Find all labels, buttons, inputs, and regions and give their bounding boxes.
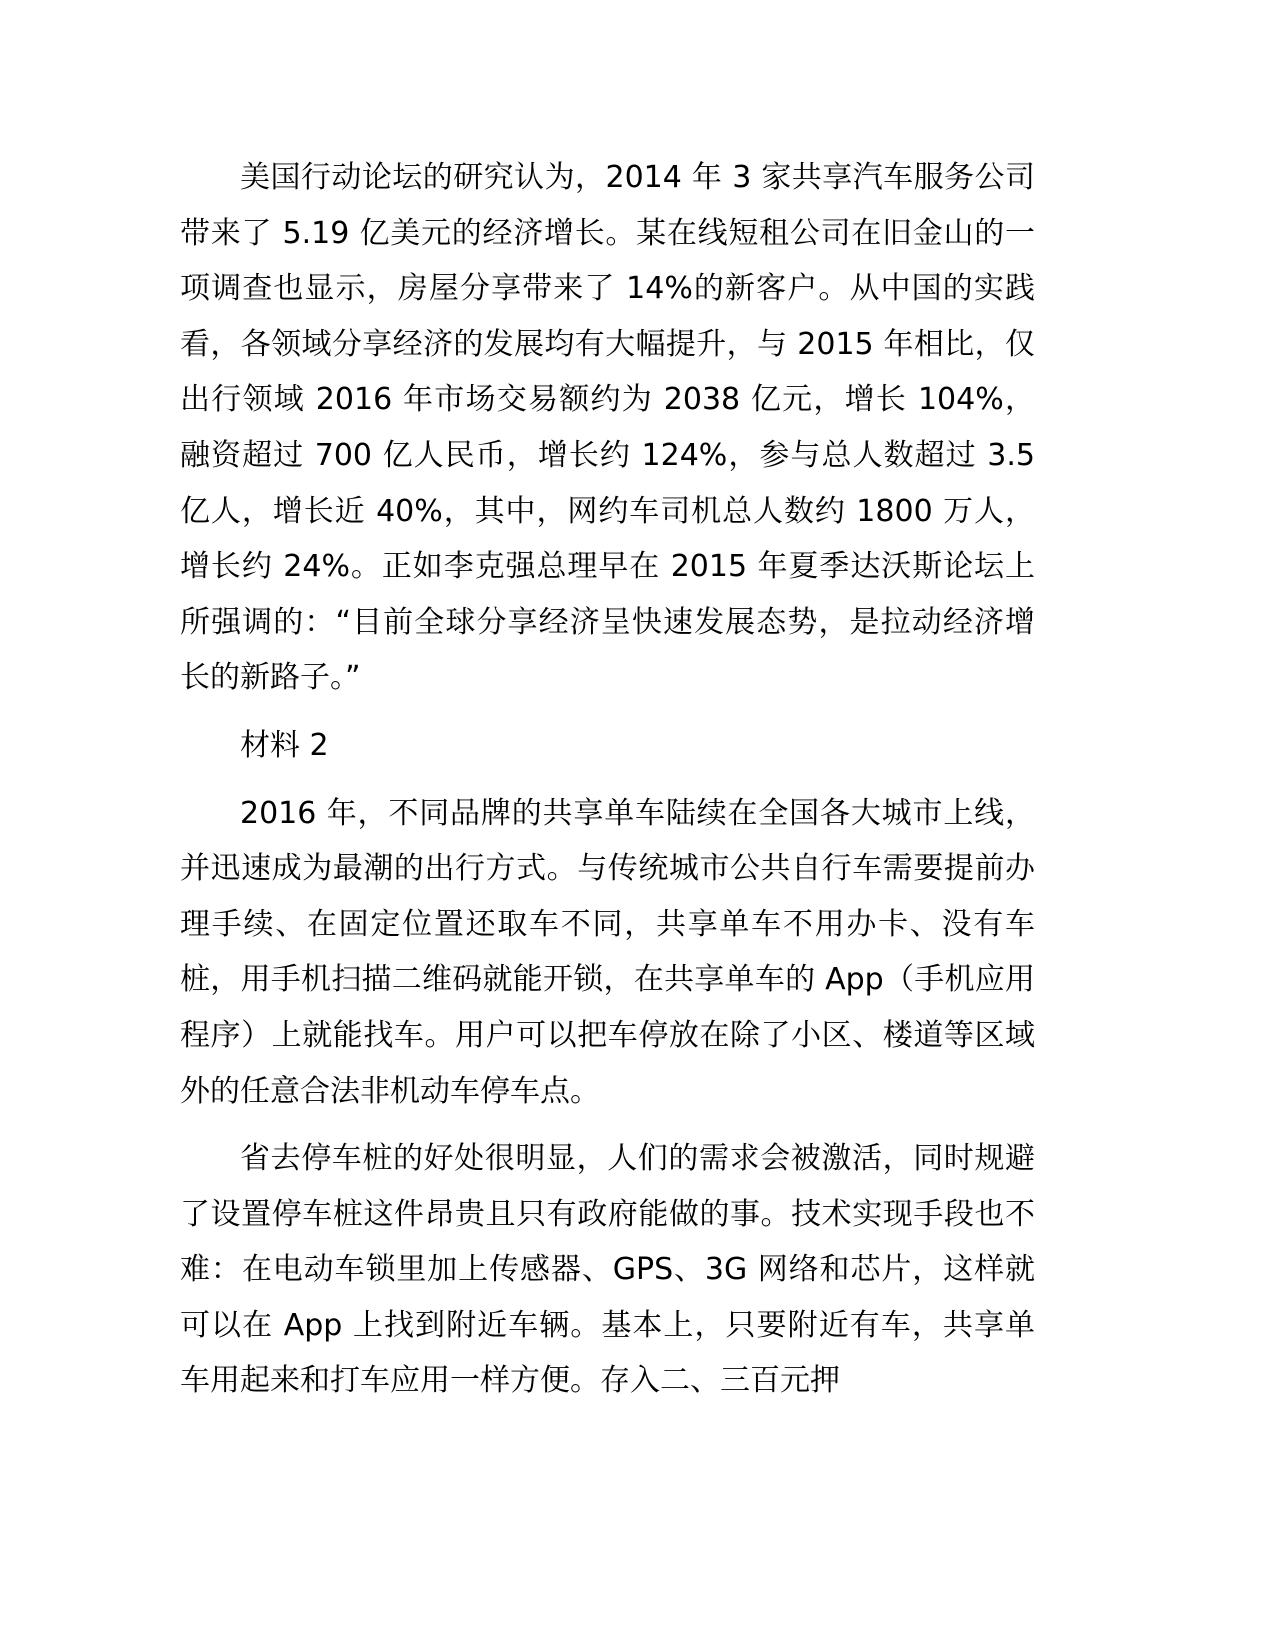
paragraph-sharing-economy-stats: 美国行动论坛的研究认为，2014 年 3 家共享汽车服务公司带来了 5.19 亿美元的经济增长。某在线短租公司在旧金山的一项调查也显示，房屋分享带来了 14%的新客户。从中国的实践看，各领域分享经济的发展均有大幅提升，与 2015 年相比，仅出行领域 2016 年市场交易额约为 2038 亿元，增长 104%，融资超过 700 亿人民币，增长约 124%，参与总人数超过 3.5 亿人，增长近 40%，其中，网约车司机总人数约 1800 万人，增长约 24%。正如李克强总理早在 2015 年夏季达沃斯论坛上所强调的：“目前全球分享经济呈快速发展态势，是拉动经济增长的新路子。”: [180, 160, 1035, 696]
paragraph-shared-bikes-intro: 2016 年，不同品牌的共享单车陆续在全国各大城市上线，并迅速成为最潮的出行方式。与传统城市公共自行车需要提前办理手续、在固定位置还取车不同，共享单车不用办卡、没有车桩，用手机扫描二维码就能开锁，在共享单车的 App（手机应用程序）上就能找车。用户可以把车停放在除了小区、楼道等区域外的任意合法非机动车停车点。: [180, 795, 1035, 1109]
paragraph-parking-benefits: 省去停车桩的好处很明显，人们的需求会被激活，同时规避了设置停车桩这件昂贵且只有政府能做的事。技术实现手段也不难：在电动车锁里加上传感器、GPS、3G 网络和芯片，这样就可以在 App 上找到附近车辆。基本上，只要附近有车，共享单车用起来和打车应用一样方便。存入二、三百元押: [180, 1141, 1035, 1399]
section-heading-material-2: 材料 2: [240, 727, 329, 763]
document-body: [180, 150, 1035, 1421]
